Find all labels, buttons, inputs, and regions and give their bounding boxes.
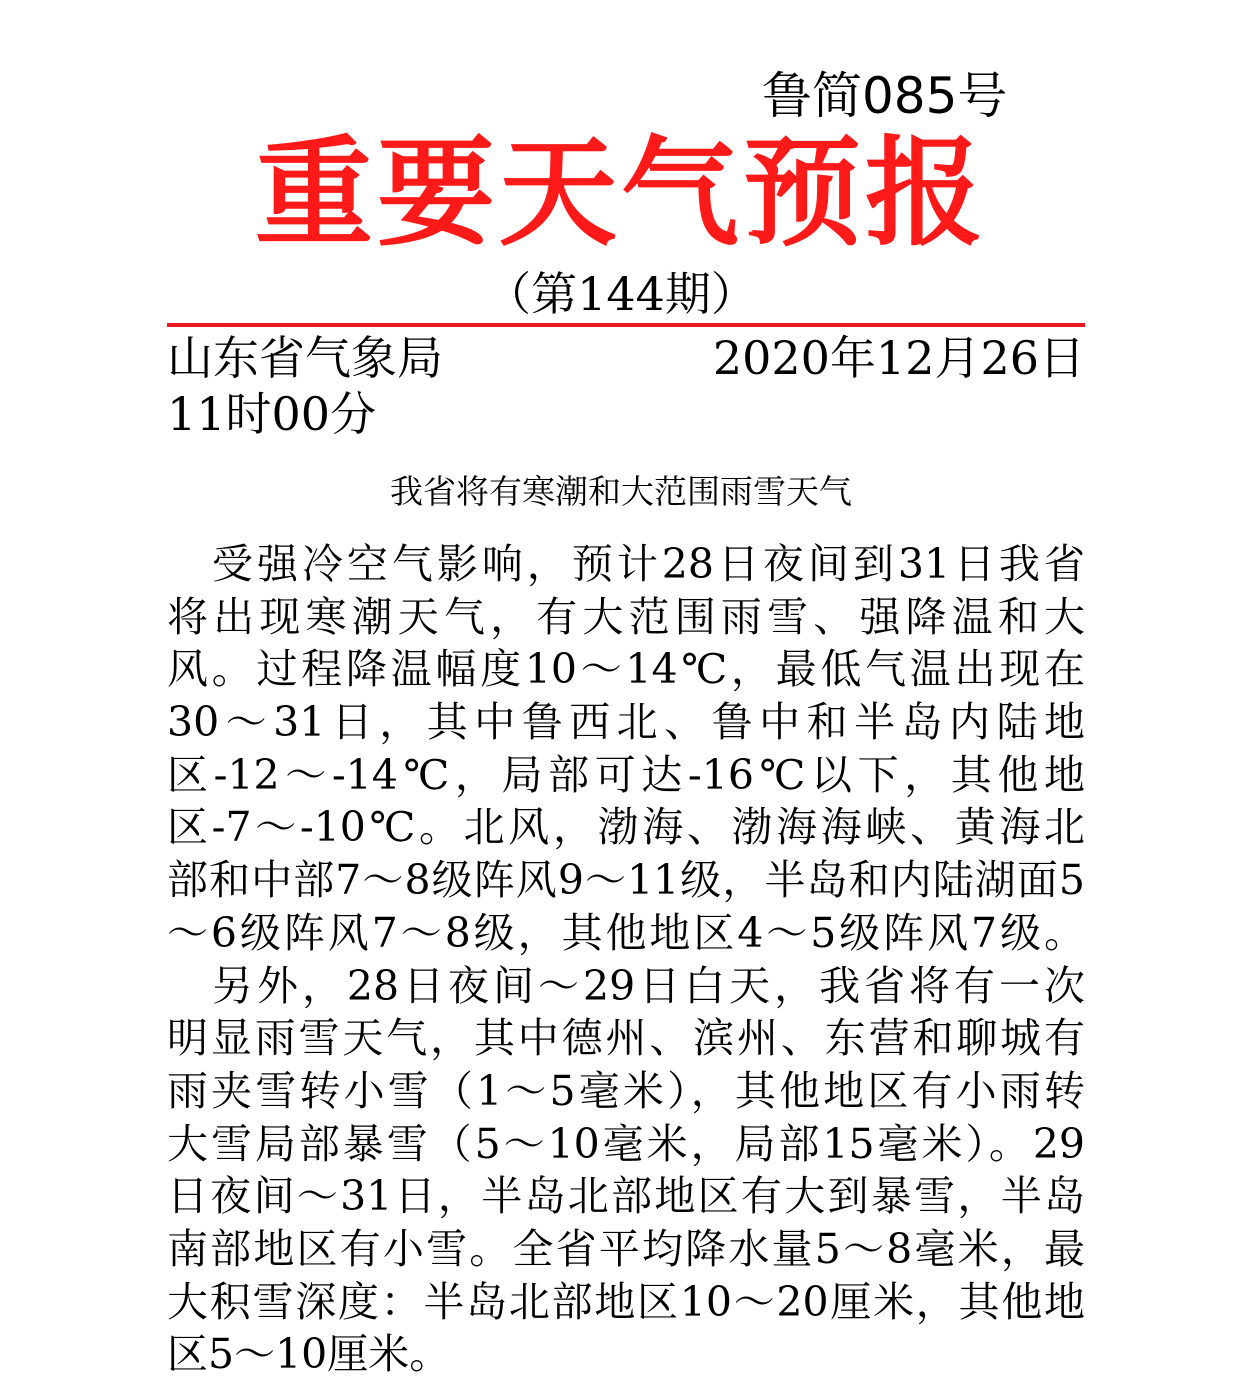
body-line: 风。过程降温幅度10～14℃，最低气温出现在 bbox=[167, 645, 1085, 694]
main-title: 重要天气预报 bbox=[254, 124, 987, 262]
body-line: 将出现寒潮天气，有大范围雨雪、强降温和大 bbox=[167, 592, 1085, 641]
forecast-body bbox=[167, 538, 1085, 1381]
issue-date: 2020年12月26日 bbox=[712, 331, 1085, 385]
body-line: 大雪局部暴雪（5～10毫米，局部15毫米）。29 bbox=[167, 1119, 1085, 1168]
red-divider bbox=[167, 323, 1085, 327]
issue-number: （第144期） bbox=[485, 267, 757, 321]
body-line: 大积雪深度：半岛北部地区10～20厘米，其他地 bbox=[167, 1277, 1085, 1326]
body-line: 部和中部7～8级阵风9～11级，半岛和内陆湖面5 bbox=[167, 856, 1085, 905]
body-line: 明显雨雪天气，其中德州、滨州、东营和聊城有 bbox=[167, 1014, 1085, 1063]
forecast-subtitle: 我省将有寒潮和大范围雨雪天气 bbox=[390, 472, 852, 511]
body-line: 30～31日，其中鲁西北、鲁中和半岛内陆地 bbox=[167, 698, 1085, 747]
body-line: 雨夹雪转小雪（1～5毫米），其他地区有小雨转 bbox=[167, 1066, 1085, 1115]
issuer: 山东省气象局 bbox=[167, 331, 443, 385]
body-line: 南部地区有小雪。全省平均降水量5～8毫米，最 bbox=[167, 1224, 1085, 1273]
issue-time: 11时00分 bbox=[167, 387, 377, 441]
document-number: 鲁简085号 bbox=[762, 67, 1008, 125]
body-line: 区5～10厘米。 bbox=[167, 1330, 451, 1379]
body-line: 区-7～-10℃。北风，渤海、渤海海峡、黄海北 bbox=[167, 803, 1085, 852]
body-line: 另外，28日夜间～29日白天，我省将有一次 bbox=[167, 961, 1085, 1010]
body-line: 日夜间～31日，半岛北部地区有大到暴雪，半岛 bbox=[167, 1172, 1085, 1221]
body-line: 区-12～-14℃，局部可达-16℃以下，其他地 bbox=[167, 750, 1085, 799]
body-line: ～6级阵风7～8级，其他地区4～5级阵风7级。 bbox=[167, 908, 1085, 957]
body-line: 受强冷空气影响，预计28日夜间到31日我省 bbox=[167, 540, 1085, 588]
